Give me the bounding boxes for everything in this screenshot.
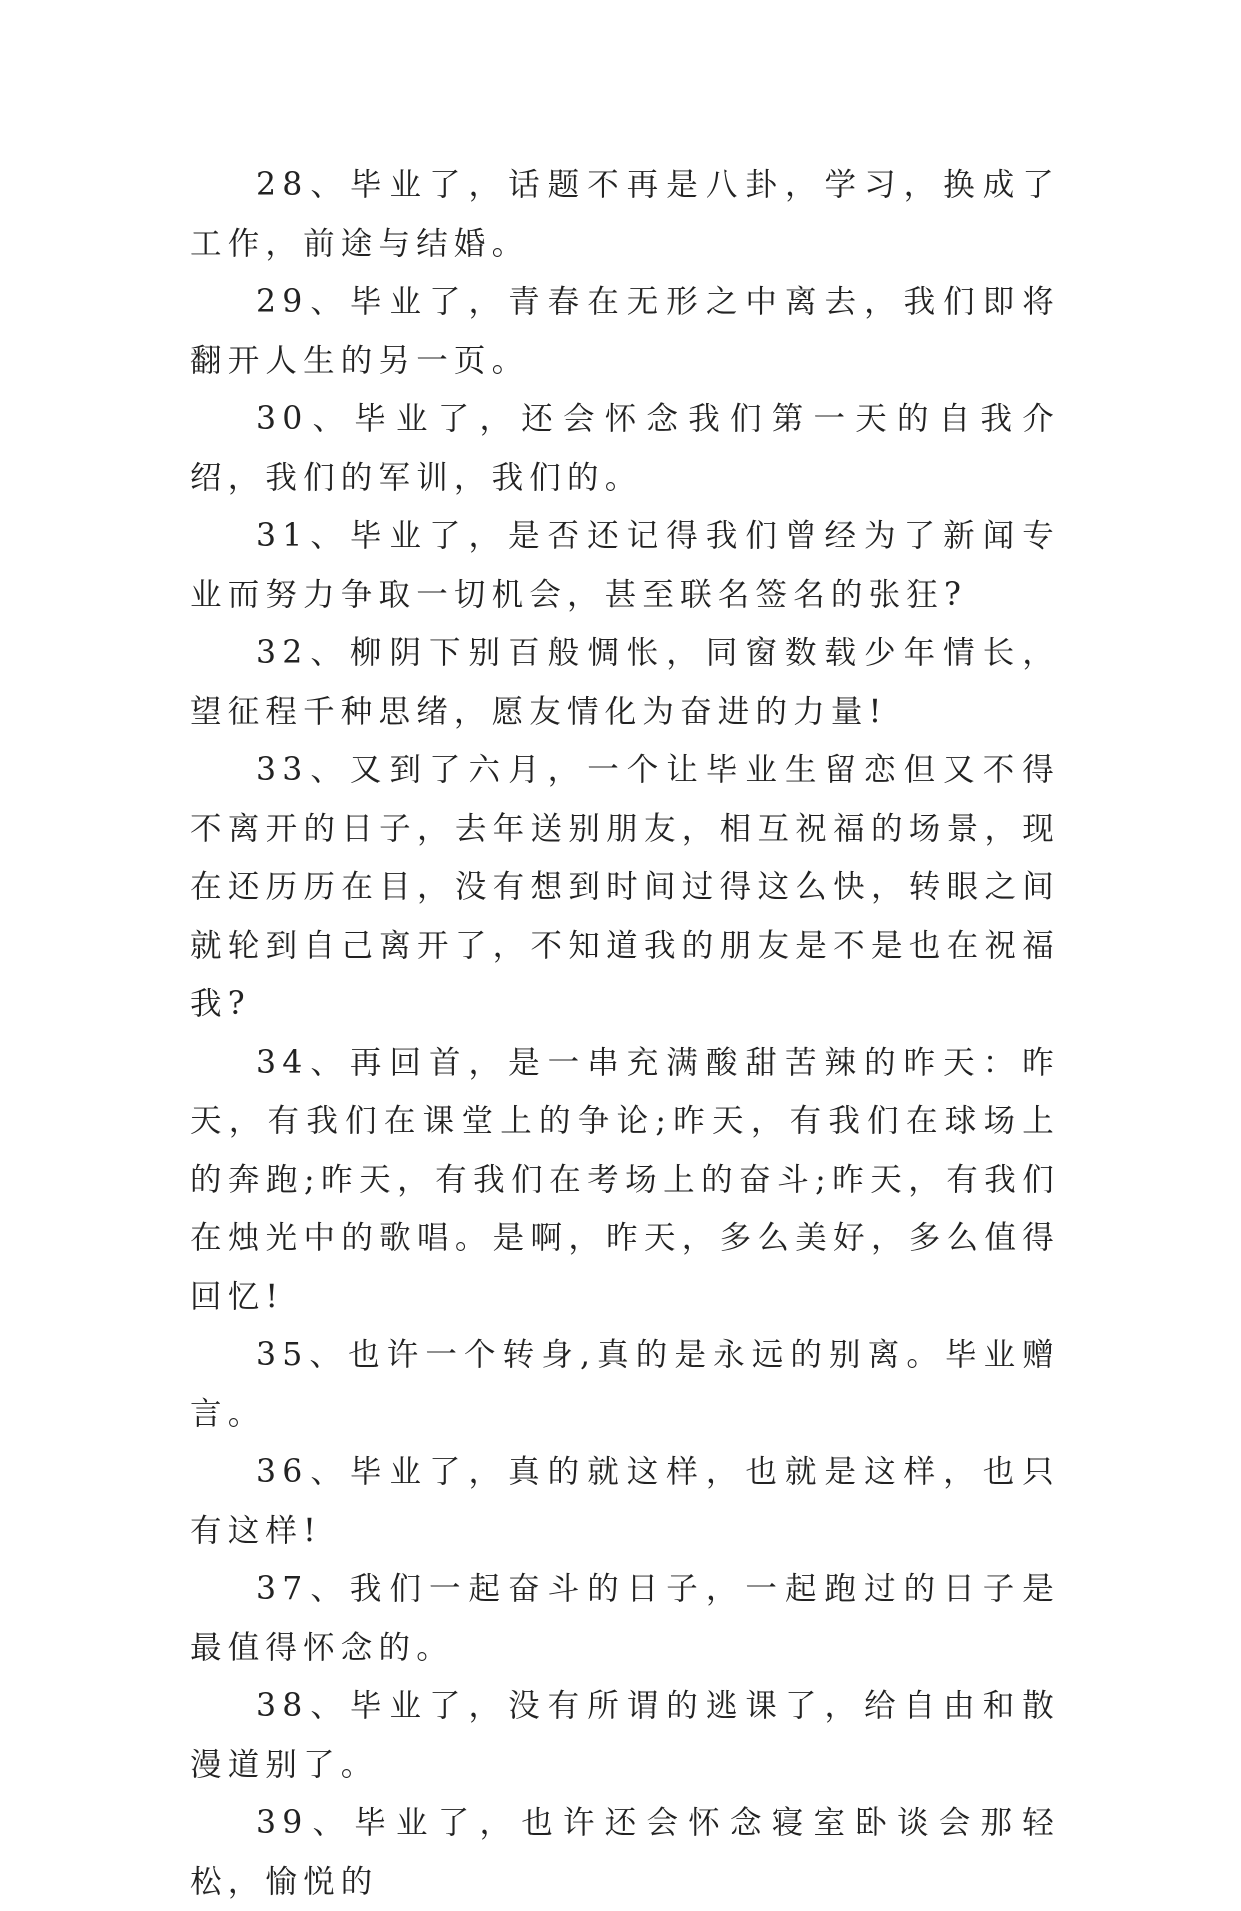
paragraph-35: 35、也许一个转身,真的是永远的别离。毕业赠言。 — [190, 1337, 1060, 1432]
paragraph-34: 34、再回首，是一串充满酸甜苦辣的昨天：昨天，有我们在课堂上的争论;昨天，有我们在球场上的奔跑;昨天，有我们在考场上的奋斗;昨天，有我们在烛光中的歌唱。是啊，昨天，多么美好，多么值得回忆! — [190, 1044, 1060, 1315]
document-body — [190, 156, 1060, 1911]
paragraph-32: 32、柳阴下别百般惆怅，同窗数载少年情长，望征程千种思绪，愿友情化为奋进的力量! — [190, 635, 1060, 730]
paragraph-37: 37、我们一起奋斗的日子，一起跑过的日子是最值得怀念的。 — [190, 1571, 1060, 1666]
paragraph-33: 33、又到了六月，一个让毕业生留恋但又不得不离开的日子，去年送别朋友，相互祝福的场景，现在还历历在目，没有想到时间过得这么快，转眼之间就轮到自己离开了，不知道我的朋友是不是也在祝福我? — [190, 752, 1060, 1022]
paragraph-30: 30、毕业了，还会怀念我们第一天的自我介绍，我们的军训，我们的。 — [190, 401, 1060, 496]
paragraph-31: 31、毕业了，是否还记得我们曾经为了新闻专业而努力争取一切机会，甚至联名签名的张狂? — [190, 518, 1060, 613]
paragraph-39: 39、毕业了，也许还会怀念寝室卧谈会那轻松，愉悦的 — [190, 1805, 1060, 1900]
paragraph-29: 29、毕业了，青春在无形之中离去，我们即将翻开人生的另一页。 — [190, 284, 1060, 379]
paragraph-38: 38、毕业了，没有所谓的逃课了，给自由和散漫道别了。 — [190, 1688, 1060, 1783]
paragraph-28: 28、毕业了，话题不再是八卦，学习，换成了工作，前途与结婚。 — [190, 167, 1060, 262]
paragraph-36: 36、毕业了，真的就这样，也就是这样，也只有这样! — [190, 1454, 1060, 1549]
